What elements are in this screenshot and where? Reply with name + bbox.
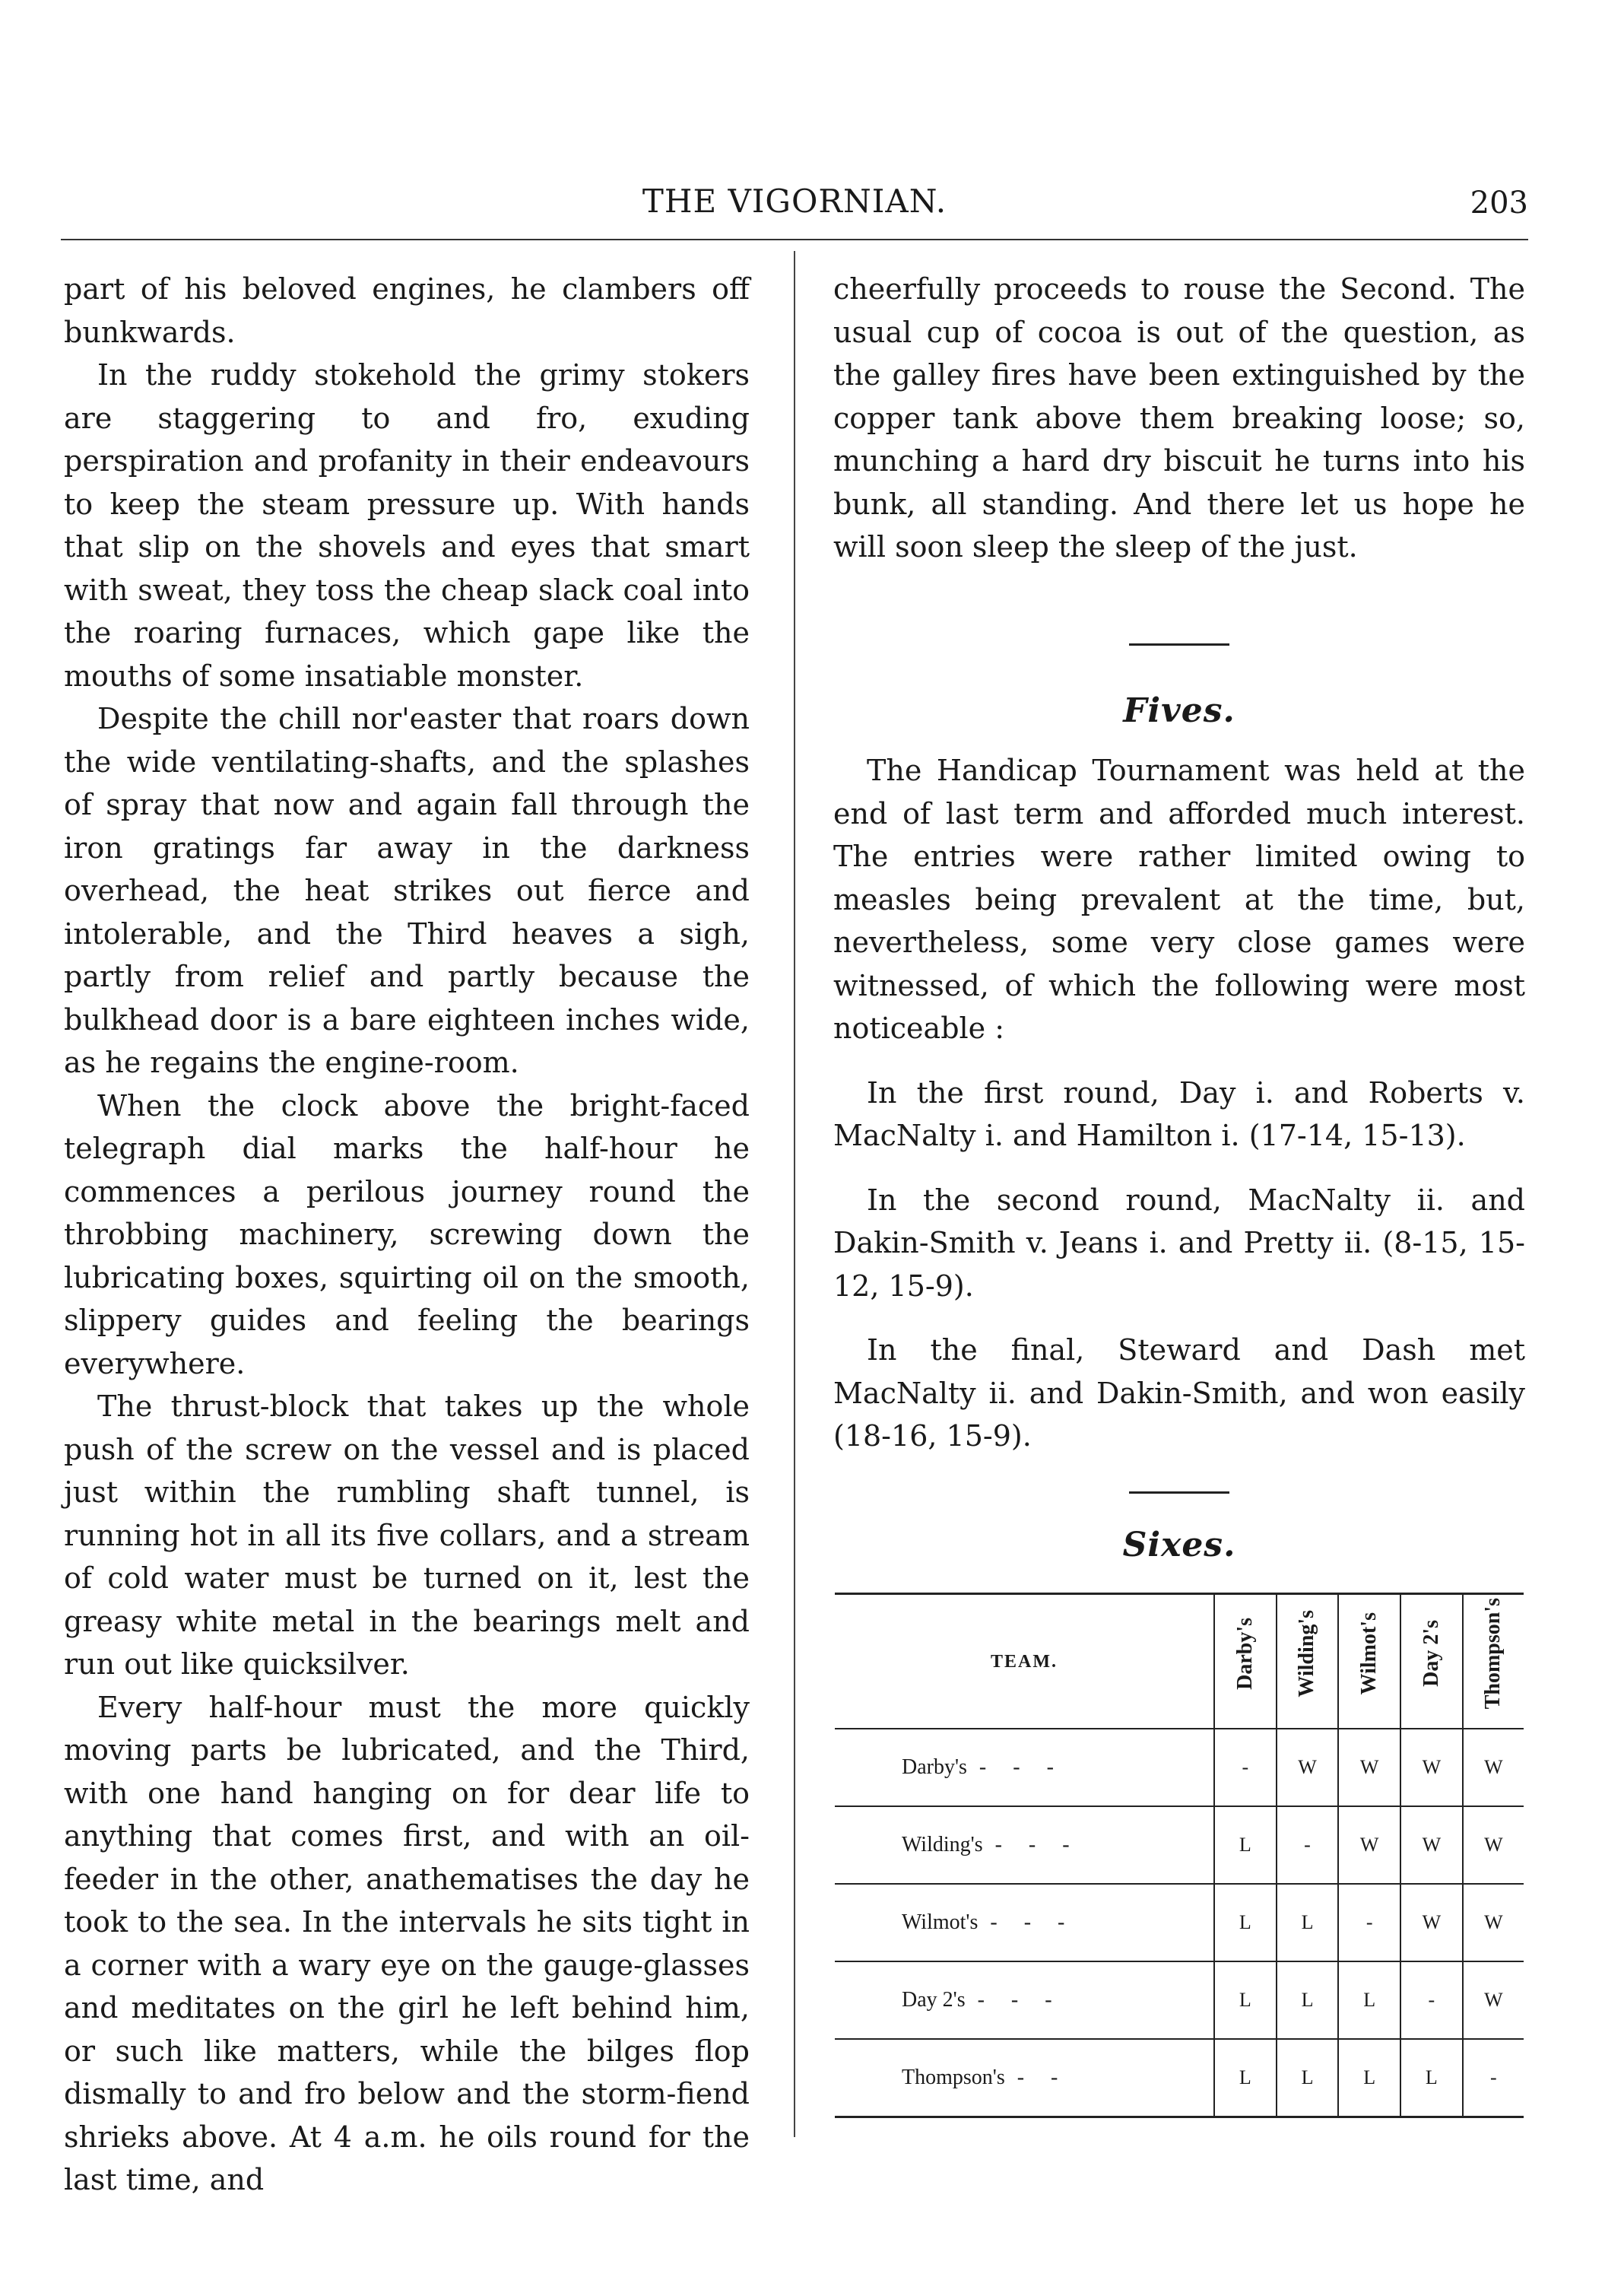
- table-header-row: [835, 1594, 1524, 1729]
- header-rule: [61, 239, 1528, 240]
- column-divider: [794, 251, 795, 2137]
- result-cell: -: [1400, 1961, 1463, 2039]
- paragraph: The thrust-block that takes up the whole push of the screw on the vessel and is placed just within the rumbling shaft tunnel, is running hot in all its five collars, and a stream of cold water must be turned on it, lest the greasy white metal in the bearings melt and run out like quicksilver.: [64, 1389, 750, 1681]
- result-cell: W: [1277, 1729, 1339, 1806]
- team-cell: Wilding's - - -: [835, 1806, 1214, 1884]
- sixes-heading: Sixes.: [1122, 1525, 1236, 1564]
- result-cell: L: [1400, 2039, 1463, 2117]
- table-row: [835, 2039, 1524, 2117]
- column-header: Day 2's: [1400, 1594, 1463, 1729]
- result-cell: L: [1277, 2039, 1339, 2117]
- paragraph: In the ruddy stokehold the grimy stokers are staggering to and fro, exuding perspiration and profanity in their endeavours to keep the steam pressure up. With hands that slip on the shovels and eyes that smart with sweat, they toss the cheap slack coal into the roaring furnaces, which gape like the mouths of some insatiable monster.: [64, 358, 750, 693]
- result-cell: L: [1214, 1806, 1277, 1884]
- right-column: [833, 268, 1525, 2118]
- team-column-header: TEAM.: [835, 1594, 1214, 1729]
- fives-intro: The Handicap Tournament was held at the end of last term and afforded much interest. The entries were rather limited owing to measles being prevalent at the time, but, nevertheless, some very close games were witnessed, of which the following were most noticeable :: [833, 754, 1525, 1045]
- result-cell: W: [1338, 1729, 1400, 1806]
- team-cell: Day 2's - - -: [835, 1961, 1214, 2039]
- column-header: Thompson's: [1463, 1594, 1524, 1729]
- team-cell: Thompson's - -: [835, 2039, 1214, 2117]
- result-cell: W: [1463, 1806, 1524, 1884]
- table-row: [835, 1961, 1524, 2039]
- result-cell: W: [1400, 1806, 1463, 1884]
- paragraph: part of his beloved engines, he clambers off bunkwards.: [64, 272, 750, 349]
- fives-heading: Fives.: [1123, 691, 1235, 730]
- paragraph: Despite the chill nor'easter that roars down the wide ventilating-shafts, and the splashes of spray that now and again fall through the iron gratings far away in the darkness overhead, the heat strikes out fierce and intolerable, and the Third heaves a sigh, partly from relief and partly because the bulkhead door is a bare eighteen inches wide, as he regains the engine-room.: [64, 702, 750, 1079]
- paragraph: cheerfully proceeds to rouse the Second. The usual cup of cocoa is out of the question, as the galley fires have been extinguished by the copper tank above them breaking loose; so, munching a hard dry biscuit he turns into his bunk, all standing. And there let us hope he will soon sleep the sleep of the just.: [833, 272, 1525, 564]
- running-header: [61, 183, 1528, 236]
- result-cell: L: [1338, 1961, 1400, 2039]
- journal-title: THE VIGORNIAN.: [642, 183, 947, 220]
- table-row: [835, 1729, 1524, 1806]
- fives-second-round: In the second round, MacNalty ii. and Dakin-Smith v. Jeans i. and Pretty ii. (8-15, 15-12, 15-9).: [833, 1183, 1525, 1303]
- result-cell: L: [1277, 1961, 1339, 2039]
- sixes-results-table: [835, 1593, 1524, 2118]
- result-cell: W: [1338, 1806, 1400, 1884]
- result-cell: -: [1277, 1806, 1339, 1884]
- result-cell: L: [1214, 2039, 1277, 2117]
- result-cell: W: [1463, 1884, 1524, 1961]
- result-cell: L: [1277, 1884, 1339, 1961]
- paragraph: Every half-hour must the more quickly moving parts be lubricated, and the Third, with one hand hanging on for dear life to anything that comes first, and with an oil-feeder in the other, anathematises the day he took to the sea. In the intervals he sits tight in a corner with a wary eye on the gauge-glasses and meditates on the girl he left behind him, or such like matters, while the bilges flop dismally to and fro below and the storm-fiend shrieks above. At 4 a.m. he oils round for the last time, and: [64, 1690, 750, 2196]
- result-cell: L: [1338, 2039, 1400, 2117]
- column-header: Wilding's: [1277, 1594, 1339, 1729]
- fives-final: In the final, Steward and Dash met MacNalty ii. and Dakin-Smith, and won easily (18-16, 15-9).: [833, 1333, 1525, 1453]
- table-row: [835, 1806, 1524, 1884]
- result-cell: L: [1214, 1884, 1277, 1961]
- page-number: 203: [1470, 186, 1528, 221]
- result-cell: W: [1400, 1884, 1463, 1961]
- result-cell: -: [1463, 2039, 1524, 2117]
- fives-first-round: In the first round, Day i. and Roberts v. MacNalty i. and Hamilton i. (17-14, 15-13).: [833, 1075, 1525, 1152]
- column-header: Darby's: [1214, 1594, 1277, 1729]
- result-cell: W: [1463, 1729, 1524, 1806]
- paragraph: When the clock above the bright-faced telegraph dial marks the half-hour he commences a perilous journey round the throbbing machinery, screwing down the lubricating boxes, squirting oil on the smooth, slippery guides and feeling the bearings everywhere.: [64, 1088, 750, 1380]
- result-cell: W: [1400, 1729, 1463, 1806]
- result-cell: -: [1338, 1884, 1400, 1961]
- team-cell: Wilmot's - - -: [835, 1884, 1214, 1961]
- result-cell: -: [1214, 1729, 1277, 1806]
- team-cell: Darby's - - -: [835, 1729, 1214, 1806]
- result-cell: W: [1463, 1961, 1524, 2039]
- left-column: [64, 268, 750, 2202]
- column-header: Wilmot's: [1338, 1594, 1400, 1729]
- table-row: [835, 1884, 1524, 1961]
- result-cell: L: [1214, 1961, 1277, 2039]
